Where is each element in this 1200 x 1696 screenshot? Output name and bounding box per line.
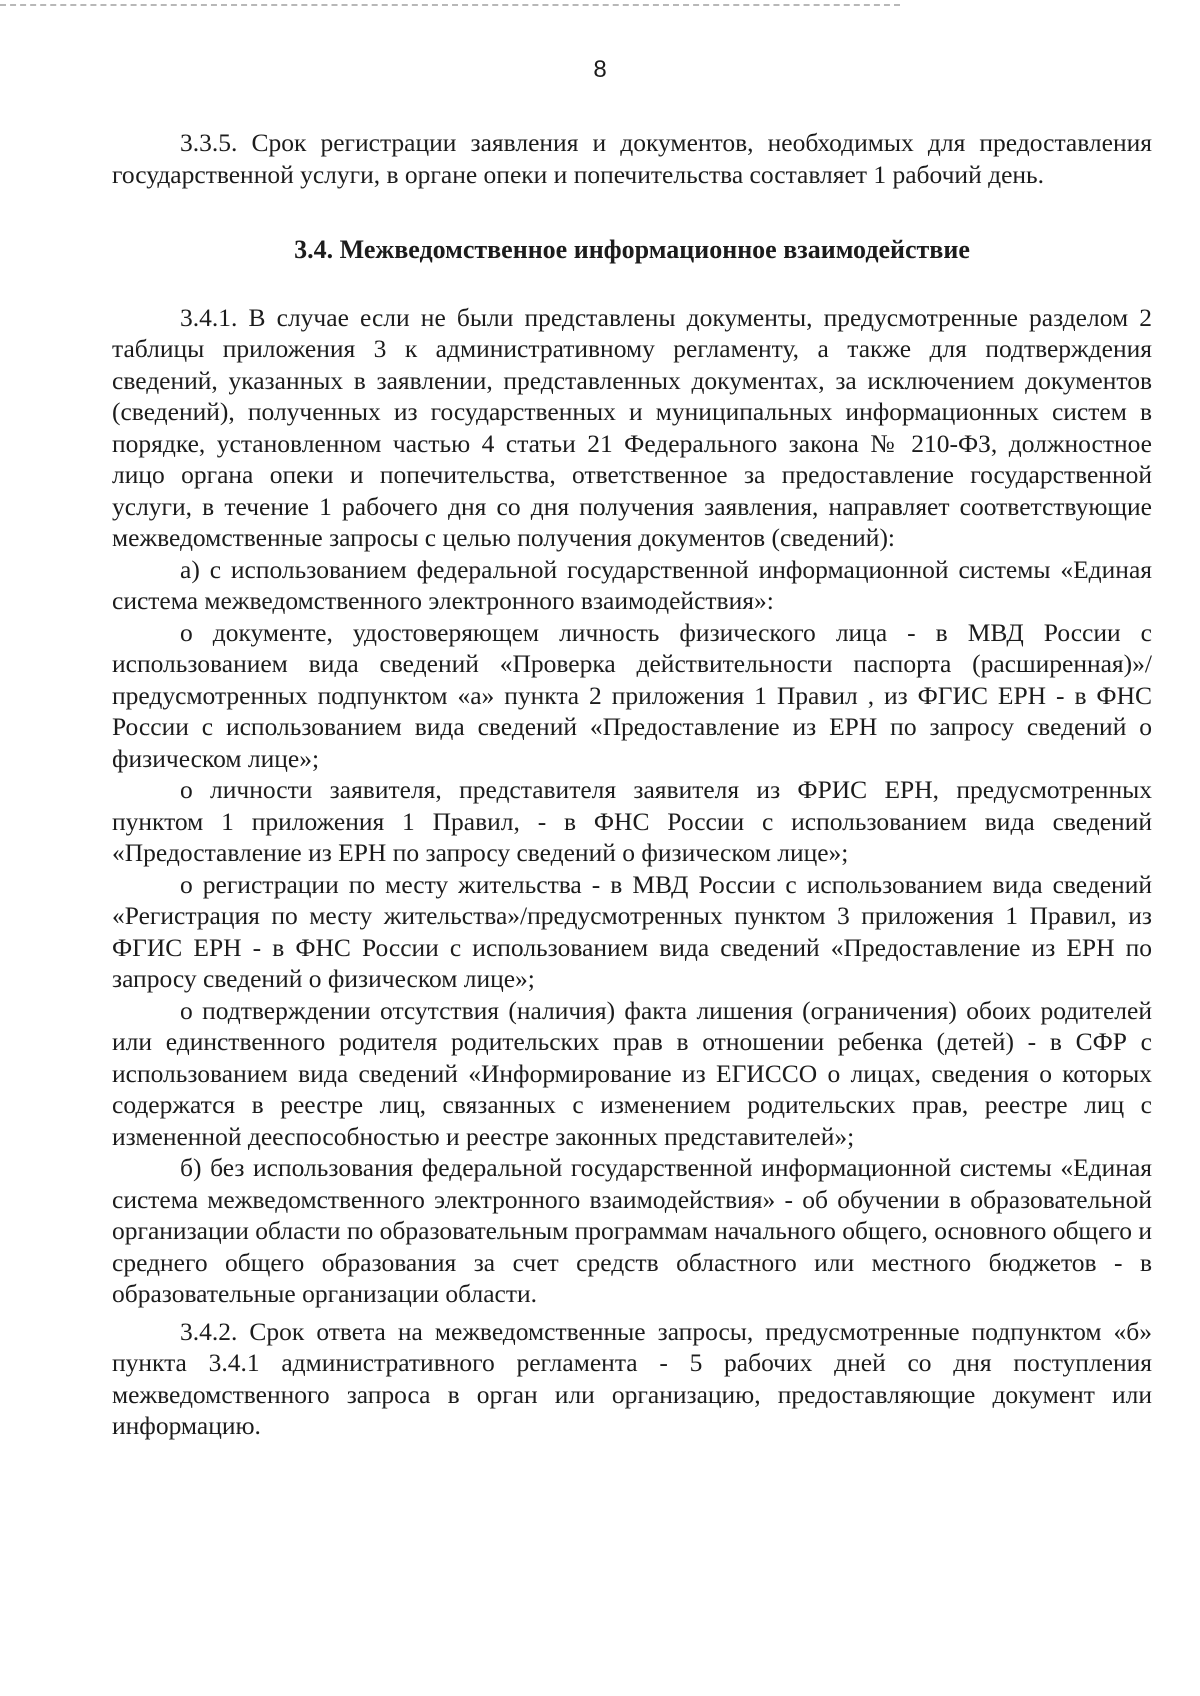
paragraph-item-a: а) с использованием федеральной государственной информационной системы «Единая система межведомственного электронного взаимодействия»:	[112, 554, 1152, 615]
scan-edge-line	[0, 4, 900, 6]
paragraph-registration: о регистрации по месту жительства - в МВД России с использованием вида сведений «Регистрация по месту жительства»/предусмотренных пунктом 3 приложения 1 Правил, из ФГИС ЕРН - в ФНС России с использованием вида сведений «Предоставление из ЕРН по запросу сведений о физическом лице»;	[112, 869, 1152, 993]
paragraph-item-b: б) без использования федеральной государственной информационной системы «Единая система межведомственного электронного взаимодействия» - об обучении в образовательной организации области по образовательным программам начального общего, основного общего и среднего общего образования за счет средств областного или местного бюджетов - в образовательные организации области.	[112, 1153, 1152, 1308]
paragraph-3-4-2: 3.4.2. Срок ответа на межведомственные запросы, предусмотренные подпунктом «б» пункта 3.4.1 административного регламента - 5 рабочих дней со дня поступления межведомственного запроса в орган или организацию, предоставляющие документ или информацию.	[112, 1316, 1152, 1440]
paragraph-applicant-identity: о личности заявителя, представителя заявителя из ФРИС ЕРН, предусмотренных пунктом 1 приложения 1 Правил, - в ФНС России с использованием вида сведений «Предоставление из ЕРН по запросу сведений о физическом лице»;	[112, 775, 1152, 867]
paragraph-3-4-1: 3.4.1. В случае если не были представлены документы, предусмотренные разделом 2 таблицы приложения 3 к административному регламенту, а также для подтверждения сведений, указанных в заявлении, представленных документах, за исключением документов (сведений), полученных из государственных и муниципальных информационных систем в порядке, установленном частью 4 статьи 21 Федерального закона № 210-ФЗ, должностное лицо органа опеки и попечительства, ответственное за предоставление государственной услуги, в течение 1 рабочего дня со дня получения заявления, направляет соответствующие межведомственные запросы с целью получения документов (сведений):	[112, 302, 1152, 552]
document-body	[112, 127, 1152, 1442]
section-heading-3-4: 3.4. Межведомственное информационное взаимодействие	[294, 235, 970, 264]
page-number: 8	[593, 56, 607, 83]
paragraph-3-3-5: 3.3.5. Срок регистрации заявления и документов, необходимых для предоставления государственной услуги, в органе опеки и попечительства составляет 1 рабочий день.	[112, 128, 1152, 189]
paragraph-identity-document: о документе, удостоверяющем личность физического лица - в МВД России с использованием вида сведений «Проверка действительности паспорта (расширенная)»/предусмотренных подпунктом «а» пункта 2 приложения 1 Правил , из ФГИС ЕРН - в ФНС России с использованием вида сведений «Предоставление из ЕРН по запросу сведений о физическом лице»;	[112, 617, 1152, 773]
paragraph-parental-rights: о подтверждении отсутствия (наличия) факта лишения (ограничения) обоих родителей или единственного родителя родительских прав в отношении ребенка (детей) - в СФР с использованием вида сведений «Информирование из ЕГИССО о лицах, сведения о которых содержатся в реестре лиц, связанных с изменением родительских прав, реестре лиц с измененной дееспособностью и реестре законных представителей»;	[112, 995, 1152, 1151]
